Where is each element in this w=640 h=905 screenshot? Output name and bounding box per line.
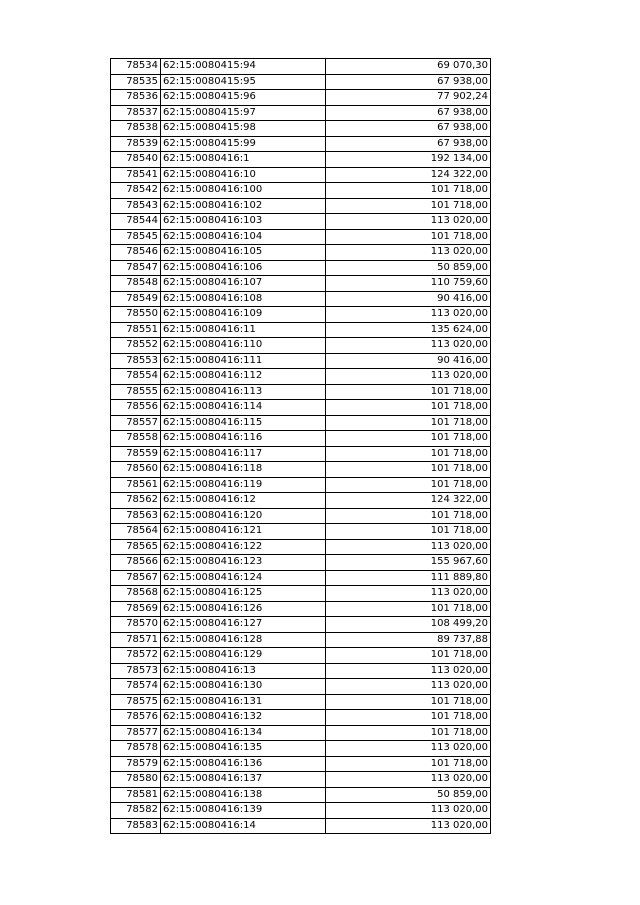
cadastral-value: 50 859,00	[326, 787, 491, 803]
cadastral-value: 113 020,00	[326, 539, 491, 555]
row-number: 78551	[111, 322, 161, 338]
row-number: 78572	[111, 648, 161, 664]
table-row	[111, 710, 491, 726]
table-row	[111, 338, 491, 354]
cadastral-value: 101 718,00	[326, 756, 491, 772]
row-number: 78541	[111, 167, 161, 183]
cadastral-number: 62:15:0080416:126	[161, 601, 326, 617]
table-row	[111, 260, 491, 276]
row-number: 78554	[111, 369, 161, 385]
cadastral-value: 101 718,00	[326, 384, 491, 400]
cadastral-value: 101 718,00	[326, 648, 491, 664]
cadastral-value: 113 020,00	[326, 307, 491, 323]
cadastral-number: 62:15:0080416:113	[161, 384, 326, 400]
table-row	[111, 229, 491, 245]
cadastral-number: 62:15:0080416:129	[161, 648, 326, 664]
table-row	[111, 477, 491, 493]
cadastral-value: 101 718,00	[326, 477, 491, 493]
cadastral-value: 67 938,00	[326, 121, 491, 137]
table-row	[111, 415, 491, 431]
row-number: 78543	[111, 198, 161, 214]
table-row	[111, 136, 491, 152]
cadastral-value: 50 859,00	[326, 260, 491, 276]
row-number: 78544	[111, 214, 161, 230]
table-row	[111, 245, 491, 261]
row-number: 78540	[111, 152, 161, 168]
table-row	[111, 307, 491, 323]
cadastral-value: 113 020,00	[326, 679, 491, 695]
row-number: 78549	[111, 291, 161, 307]
cadastral-value: 69 070,30	[326, 59, 491, 75]
cadastral-number: 62:15:0080416:125	[161, 586, 326, 602]
row-number: 78571	[111, 632, 161, 648]
cadastral-value: 101 718,00	[326, 431, 491, 447]
row-number: 78564	[111, 524, 161, 540]
cadastral-value: 101 718,00	[326, 725, 491, 741]
table-row	[111, 167, 491, 183]
row-number: 78536	[111, 90, 161, 106]
cadastral-number: 62:15:0080415:99	[161, 136, 326, 152]
row-number: 78539	[111, 136, 161, 152]
cadastral-number: 62:15:0080416:110	[161, 338, 326, 354]
table-row	[111, 756, 491, 772]
row-number: 78573	[111, 663, 161, 679]
row-number: 78577	[111, 725, 161, 741]
cadastral-number: 62:15:0080416:120	[161, 508, 326, 524]
cadastral-value: 113 020,00	[326, 338, 491, 354]
row-number: 78580	[111, 772, 161, 788]
row-number: 78537	[111, 105, 161, 121]
cadastral-number: 62:15:0080415:96	[161, 90, 326, 106]
cadastral-value: 101 718,00	[326, 446, 491, 462]
cadastral-number: 62:15:0080416:128	[161, 632, 326, 648]
row-number: 78576	[111, 710, 161, 726]
cadastral-number: 62:15:0080416:11	[161, 322, 326, 338]
cadastral-number: 62:15:0080416:100	[161, 183, 326, 199]
table-row	[111, 741, 491, 757]
table-row	[111, 322, 491, 338]
cadastral-value: 67 938,00	[326, 136, 491, 152]
cadastral-number: 62:15:0080416:135	[161, 741, 326, 757]
row-number: 78575	[111, 694, 161, 710]
cadastral-value: 101 718,00	[326, 415, 491, 431]
row-number: 78567	[111, 570, 161, 586]
cadastral-value-table	[110, 58, 491, 834]
cadastral-number: 62:15:0080416:134	[161, 725, 326, 741]
row-number: 78579	[111, 756, 161, 772]
cadastral-number: 62:15:0080416:109	[161, 307, 326, 323]
cadastral-value: 101 718,00	[326, 400, 491, 416]
row-number: 78583	[111, 818, 161, 834]
row-number: 78562	[111, 493, 161, 509]
cadastral-number: 62:15:0080416:127	[161, 617, 326, 633]
table-row	[111, 803, 491, 819]
table-body	[111, 59, 491, 834]
table-row	[111, 431, 491, 447]
cadastral-number: 62:15:0080416:103	[161, 214, 326, 230]
cadastral-value: 101 718,00	[326, 601, 491, 617]
row-number: 78550	[111, 307, 161, 323]
row-number: 78546	[111, 245, 161, 261]
cadastral-number: 62:15:0080416:106	[161, 260, 326, 276]
cadastral-value: 101 718,00	[326, 462, 491, 478]
row-number: 78558	[111, 431, 161, 447]
cadastral-value: 135 624,00	[326, 322, 491, 338]
cadastral-value: 101 718,00	[326, 710, 491, 726]
table-row	[111, 493, 491, 509]
row-number: 78574	[111, 679, 161, 695]
cadastral-value: 192 134,00	[326, 152, 491, 168]
cadastral-number: 62:15:0080416:104	[161, 229, 326, 245]
cadastral-number: 62:15:0080416:105	[161, 245, 326, 261]
cadastral-number: 62:15:0080416:132	[161, 710, 326, 726]
table-row	[111, 570, 491, 586]
row-number: 78559	[111, 446, 161, 462]
cadastral-number: 62:15:0080415:98	[161, 121, 326, 137]
cadastral-number: 62:15:0080416:117	[161, 446, 326, 462]
row-number: 78535	[111, 74, 161, 90]
cadastral-number: 62:15:0080416:108	[161, 291, 326, 307]
row-number: 78548	[111, 276, 161, 292]
cadastral-number: 62:15:0080416:119	[161, 477, 326, 493]
table-row	[111, 663, 491, 679]
row-number: 78545	[111, 229, 161, 245]
cadastral-value: 101 718,00	[326, 694, 491, 710]
row-number: 78568	[111, 586, 161, 602]
cadastral-number: 62:15:0080416:115	[161, 415, 326, 431]
cadastral-number: 62:15:0080416:139	[161, 803, 326, 819]
cadastral-number: 62:15:0080416:14	[161, 818, 326, 834]
cadastral-value: 113 020,00	[326, 803, 491, 819]
cadastral-number: 62:15:0080416:123	[161, 555, 326, 571]
cadastral-value: 113 020,00	[326, 214, 491, 230]
cadastral-number: 62:15:0080415:97	[161, 105, 326, 121]
row-number: 78557	[111, 415, 161, 431]
table-row	[111, 291, 491, 307]
table-row	[111, 508, 491, 524]
cadastral-number: 62:15:0080416:10	[161, 167, 326, 183]
table-row	[111, 214, 491, 230]
cadastral-value: 101 718,00	[326, 524, 491, 540]
cadastral-value: 113 020,00	[326, 663, 491, 679]
row-number: 78534	[111, 59, 161, 75]
cadastral-number: 62:15:0080416:111	[161, 353, 326, 369]
table-row	[111, 198, 491, 214]
table-row	[111, 524, 491, 540]
cadastral-number: 62:15:0080416:118	[161, 462, 326, 478]
row-number: 78570	[111, 617, 161, 633]
table-row	[111, 601, 491, 617]
cadastral-value: 113 020,00	[326, 772, 491, 788]
cadastral-value: 155 967,60	[326, 555, 491, 571]
row-number: 78578	[111, 741, 161, 757]
cadastral-value: 113 020,00	[326, 741, 491, 757]
table-row	[111, 121, 491, 137]
row-number: 78582	[111, 803, 161, 819]
row-number: 78547	[111, 260, 161, 276]
cadastral-number: 62:15:0080416:13	[161, 663, 326, 679]
row-number: 78565	[111, 539, 161, 555]
cadastral-value: 113 020,00	[326, 245, 491, 261]
table-row	[111, 74, 491, 90]
cadastral-number: 62:15:0080416:122	[161, 539, 326, 555]
table-row	[111, 369, 491, 385]
table-row	[111, 648, 491, 664]
cadastral-value: 89 737,88	[326, 632, 491, 648]
row-number: 78566	[111, 555, 161, 571]
cadastral-value: 113 020,00	[326, 818, 491, 834]
row-number: 78561	[111, 477, 161, 493]
cadastral-value: 90 416,00	[326, 291, 491, 307]
cadastral-number: 62:15:0080416:1	[161, 152, 326, 168]
cadastral-number: 62:15:0080416:137	[161, 772, 326, 788]
row-number: 78552	[111, 338, 161, 354]
cadastral-value: 101 718,00	[326, 229, 491, 245]
cadastral-number: 62:15:0080416:138	[161, 787, 326, 803]
cadastral-number: 62:15:0080416:12	[161, 493, 326, 509]
row-number: 78555	[111, 384, 161, 400]
table-row	[111, 787, 491, 803]
table-row	[111, 353, 491, 369]
cadastral-value: 113 020,00	[326, 369, 491, 385]
table-row	[111, 539, 491, 555]
row-number: 78556	[111, 400, 161, 416]
row-number: 78538	[111, 121, 161, 137]
cadastral-number: 62:15:0080416:131	[161, 694, 326, 710]
cadastral-value: 124 322,00	[326, 493, 491, 509]
table-row	[111, 105, 491, 121]
cadastral-value: 90 416,00	[326, 353, 491, 369]
table-row	[111, 617, 491, 633]
cadastral-value: 108 499,20	[326, 617, 491, 633]
cadastral-number: 62:15:0080415:95	[161, 74, 326, 90]
cadastral-value: 101 718,00	[326, 198, 491, 214]
table-row	[111, 555, 491, 571]
table-row	[111, 276, 491, 292]
row-number: 78542	[111, 183, 161, 199]
table-row	[111, 694, 491, 710]
table-row	[111, 59, 491, 75]
cadastral-number: 62:15:0080416:102	[161, 198, 326, 214]
table-row	[111, 384, 491, 400]
cadastral-number: 62:15:0080416:136	[161, 756, 326, 772]
cadastral-number: 62:15:0080416:124	[161, 570, 326, 586]
cadastral-number: 62:15:0080415:94	[161, 59, 326, 75]
cadastral-value: 110 759,60	[326, 276, 491, 292]
table-row	[111, 400, 491, 416]
cadastral-number: 62:15:0080416:114	[161, 400, 326, 416]
table-row	[111, 818, 491, 834]
table-row	[111, 679, 491, 695]
table-row	[111, 462, 491, 478]
table-row	[111, 725, 491, 741]
cadastral-number: 62:15:0080416:130	[161, 679, 326, 695]
cadastral-value: 67 938,00	[326, 105, 491, 121]
cadastral-value: 67 938,00	[326, 74, 491, 90]
cadastral-value: 101 718,00	[326, 183, 491, 199]
table-row	[111, 183, 491, 199]
table-row	[111, 772, 491, 788]
table-row	[111, 632, 491, 648]
row-number: 78569	[111, 601, 161, 617]
cadastral-value: 111 889,80	[326, 570, 491, 586]
row-number: 78581	[111, 787, 161, 803]
cadastral-number: 62:15:0080416:116	[161, 431, 326, 447]
row-number: 78553	[111, 353, 161, 369]
table-row	[111, 152, 491, 168]
row-number: 78560	[111, 462, 161, 478]
cadastral-value: 77 902,24	[326, 90, 491, 106]
table-row	[111, 446, 491, 462]
cadastral-value: 101 718,00	[326, 508, 491, 524]
cadastral-number: 62:15:0080416:112	[161, 369, 326, 385]
table-row	[111, 90, 491, 106]
cadastral-value: 113 020,00	[326, 586, 491, 602]
cadastral-value: 124 322,00	[326, 167, 491, 183]
cadastral-number: 62:15:0080416:121	[161, 524, 326, 540]
cadastral-number: 62:15:0080416:107	[161, 276, 326, 292]
table-row	[111, 586, 491, 602]
row-number: 78563	[111, 508, 161, 524]
